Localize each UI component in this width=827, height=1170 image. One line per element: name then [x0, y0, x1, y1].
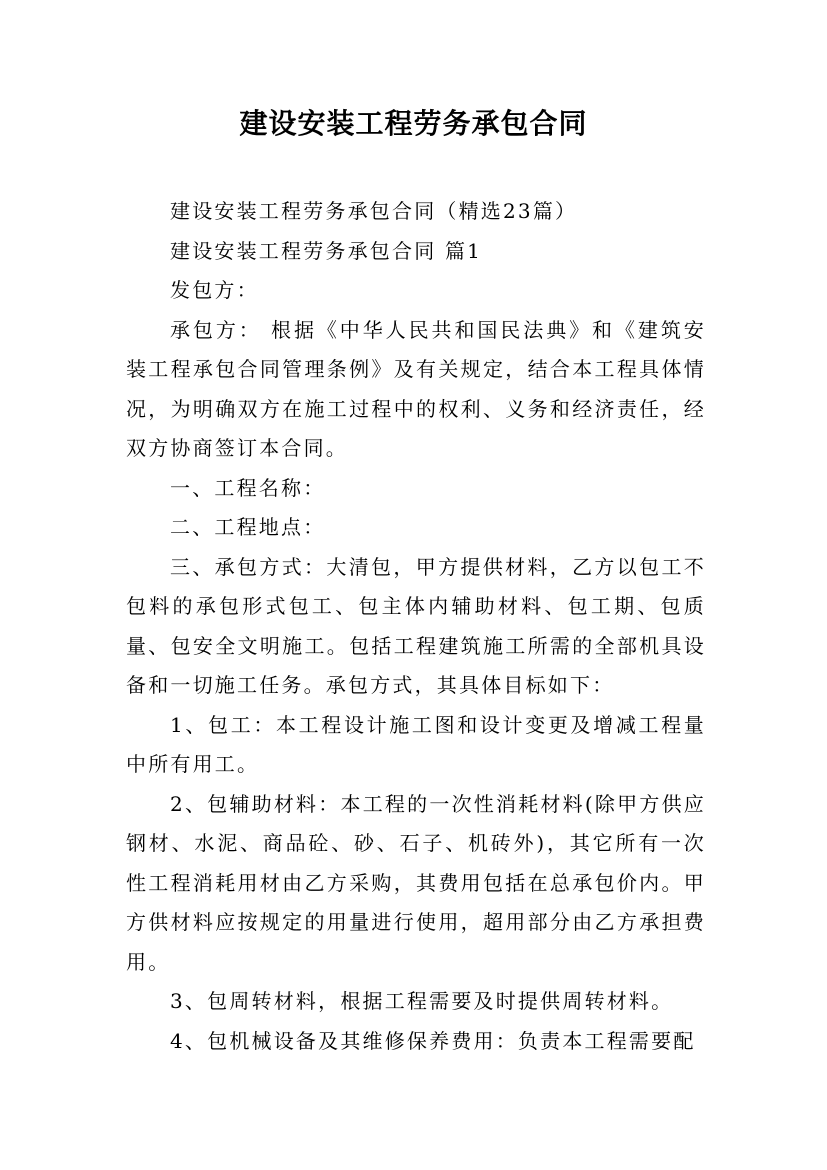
auxiliary-materials-paragraph: 2、包辅助材料：本工程的一次性消耗材料(除甲方供应钢材、水泥、商品砼、砂、石子、机砖外)，其它所有一次性工程消耗用材由乙方采购，其费用包括在总承包价内。甲方供材料应按规定的用量进行使用，超用部分由乙方承担费用。	[126, 791, 706, 974]
turnover-materials-paragraph: 3、包周转材料，根据工程需要及时提供周转材料。	[170, 989, 674, 1013]
section-heading-paragraph: 建设安装工程劳务承包合同 篇1	[170, 238, 483, 263]
subtitle-paragraph: 建设安装工程劳务承包合同（精选23篇）	[170, 199, 578, 223]
project-location-paragraph: 二、工程地点：	[170, 515, 326, 539]
document-body	[126, 192, 706, 1061]
machinery-paragraph: 4、包机械设备及其维修保养费用：负责本工程需要配	[170, 1028, 696, 1053]
document-title: 建设安装工程劳务承包合同	[239, 107, 588, 140]
party-a-paragraph: 发包方：	[170, 278, 259, 302]
project-name-paragraph: 一、工程名称：	[170, 475, 326, 500]
labor-item-paragraph: 1、包工：本工程设计施工图和设计变更及增减工程量中所有用工。	[126, 712, 706, 776]
contract-method-paragraph: 三、承包方式：大清包，甲方提供材料，乙方以包工不包料的承包形式包工、包主体内辅助材料、包工期、包质量、包安全文明施工。包括工程建筑施工所需的全部机具设备和一切施工任务。承包方式，其具体目标如下：	[126, 554, 706, 697]
party-b-paragraph: 承包方： 根据《中华人民共和国民法典》和《建筑安装工程承包合同管理条例》及有关规定，结合本工程具体情况，为明确双方在施工过程中的权利、义务和经济责任，经双方协商签订本合同。	[126, 317, 706, 460]
